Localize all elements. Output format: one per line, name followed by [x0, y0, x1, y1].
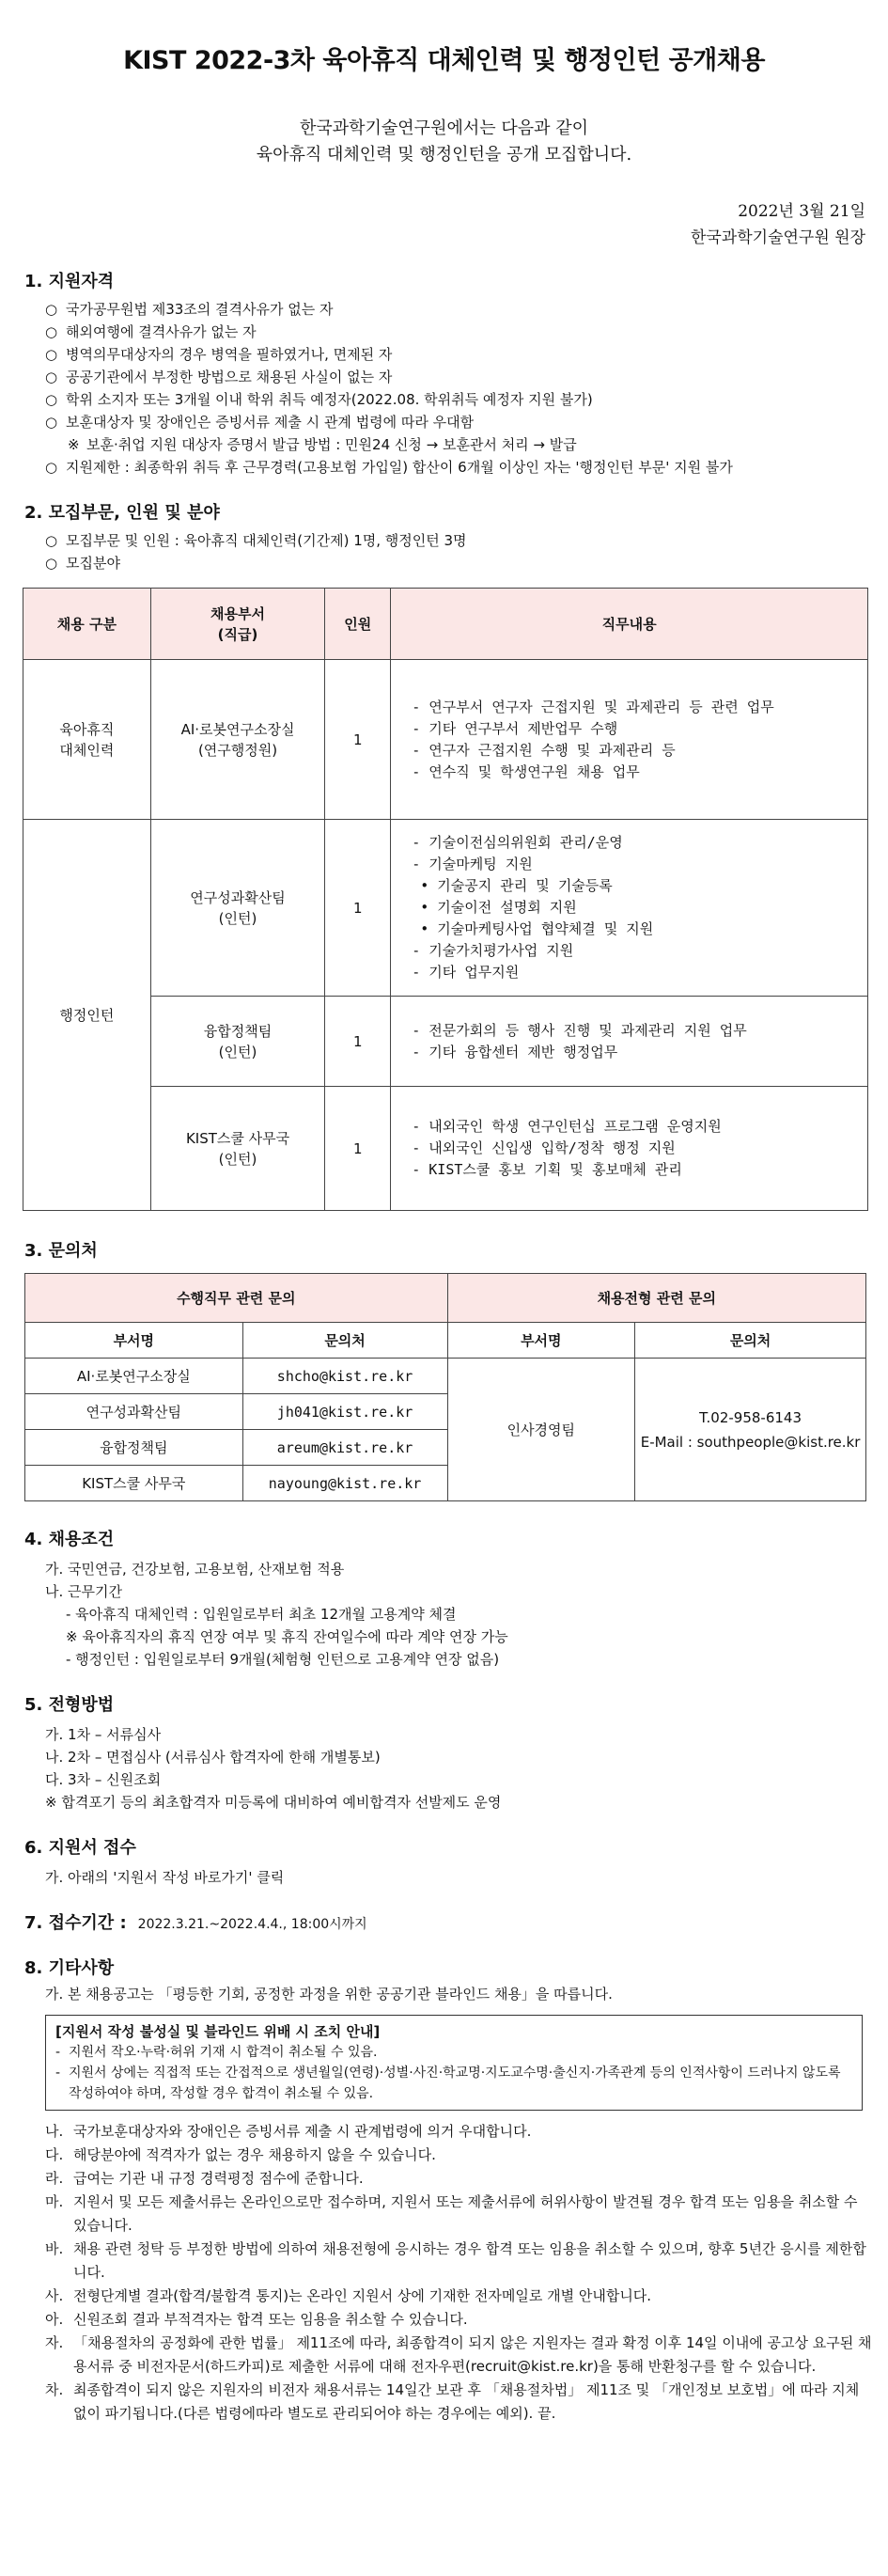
blind-notice-line: - 지원서 작오·누락·허위 기재 시 합격이 취소될 수 있음.: [55, 2045, 378, 2060]
duty-line: - 기술마케팅 지원: [412, 856, 533, 872]
list-item-text: 모집부문 및 인원 : 육아휴직 대체인력(기간제) 1명, 행정인턴 3명: [66, 532, 467, 549]
row-count: 1: [325, 1087, 391, 1211]
duty-line: • 기술이전 설명회 지원: [412, 899, 577, 916]
notice-date: 2022년 3월 21일: [738, 202, 865, 221]
condition-line: - 행정인턴 : 입원일로부터 9개월(체험형 인턴으로 고용계약 연장 없음): [66, 1651, 500, 1668]
list-item-text: 급여는 기관 내 규정 경력평정 점수에 준합니다.: [73, 2170, 364, 2187]
section-8-title: 8. 기타사항: [24, 1958, 115, 1978]
note-mark: ※: [68, 436, 80, 453]
list-item-key: 다.: [45, 2146, 64, 2163]
circle-bullet-icon: ○: [45, 532, 58, 549]
contact-email[interactable]: areum@kist.re.kr: [242, 1430, 447, 1466]
table-row: [23, 997, 868, 1087]
misc-list: [45, 2120, 872, 2426]
condition-line: ※ 육아휴직자의 휴직 연장 여부 및 휴직 잔여일수에 따라 계약 연장 가능: [66, 1628, 508, 1645]
circle-bullet-icon: ○: [45, 301, 58, 318]
duty-line: - 기타 융합센터 제반 행정업무: [412, 1043, 618, 1060]
list-item-key: 나.: [45, 2123, 64, 2140]
list-item: [45, 2332, 872, 2379]
row-count: 1: [325, 660, 391, 820]
blind-notice-title: [지원서 작성 불성실 및 블라인드 위배 시 조치 안내]: [55, 2023, 381, 2040]
list-item: [45, 2167, 872, 2191]
condition-line: 나. 근무기간: [45, 1583, 122, 1600]
selection-step: 나. 2차 – 면접심사 (서류심사 합격자에 한해 개별통보): [45, 1749, 381, 1766]
list-item: [45, 552, 869, 574]
duty-line: - 기술이전심의위원회 관리/운영: [412, 834, 623, 851]
list-item: [45, 433, 869, 456]
selection-list: [45, 1723, 869, 1814]
list-item-text: 국가공무원법 제33조의 결격사유가 없는 자: [66, 301, 334, 318]
header-dept: 채용부서 (직급): [150, 589, 325, 660]
list-item-text: 공공기관에서 부정한 방법으로 채용된 사실이 없는 자: [66, 369, 393, 385]
list-item: [45, 2120, 872, 2144]
row-dept: 연구성과확산팀 (인턴): [150, 820, 325, 997]
selection-note: ※ 합격포기 등의 최초합격자 미등록에 대비하여 예비합격자 선발제도 운영: [45, 1794, 502, 1811]
list-item-text: 해당분야에 적격자가 없는 경우 채용하지 않을 수 있습니다.: [73, 2146, 436, 2163]
duty-line: - 연구자 근접지원 수행 및 과제관리 등: [412, 741, 676, 759]
list-item-key: 자.: [45, 2334, 64, 2351]
list-item-text: 학위 소지자 또는 3개월 이내 학위 취득 예정자(2022.08. 학위취득 예정자 지원 불가): [66, 391, 593, 408]
intro-text: [19, 116, 869, 168]
contact-dept: 연구성과확산팀: [25, 1394, 243, 1430]
list-item-text: 병역의무대상자의 경우 병역을 필하였거나, 면제된 자: [66, 346, 393, 363]
circle-bullet-icon: ○: [45, 323, 58, 340]
apply-list: [45, 1866, 869, 1889]
col-contact: 문의처: [635, 1323, 866, 1359]
hr-dept: 인사경영팀: [447, 1359, 635, 1501]
col-dept: 부서명: [447, 1323, 635, 1359]
header-count: 인원: [325, 589, 391, 660]
qualification-list: [45, 298, 869, 479]
row-duties: [391, 660, 868, 820]
col-dept: 부서명: [25, 1323, 243, 1359]
application-period: 2022.3.21.~2022.4.4., 18:00시까지: [137, 1917, 367, 1932]
list-item: [45, 2379, 872, 2426]
list-item-key: 차.: [45, 2381, 64, 2398]
contact-table: [24, 1273, 866, 1501]
intro-line-1: 한국과학기술연구원에서는 다음과 같이: [299, 118, 589, 138]
condition-line: 가. 국민연금, 건강보험, 고용보험, 산재보험 적용: [45, 1561, 345, 1578]
section-1-title: 1. 지원자격: [24, 272, 115, 291]
table-row: [23, 820, 868, 997]
section-2-title: 2. 모집부문, 인원 및 분야: [24, 503, 220, 523]
list-item: [45, 366, 869, 388]
row-duties: [391, 820, 868, 997]
intro-line-2: 육아휴직 대체인력 및 행정인턴을 공개 모집합니다.: [256, 145, 632, 165]
recruit-table-header: [23, 589, 868, 660]
duty-line: • 기술공지 관리 및 기술등록: [412, 877, 613, 894]
circle-bullet-icon: ○: [45, 414, 58, 431]
contact-email[interactable]: shcho@kist.re.kr: [242, 1359, 447, 1394]
list-item-key: 사.: [45, 2287, 64, 2304]
circle-bullet-icon: ○: [45, 369, 58, 385]
row-duties: [391, 1087, 868, 1211]
list-item-text: 보훈대상자 및 장애인은 증빙서류 제출 시 관계 법령에 따라 우대함: [66, 414, 475, 431]
list-item-key: 라.: [45, 2170, 64, 2187]
recruit-table: [23, 588, 868, 1211]
blind-notice-box: [45, 2015, 863, 2111]
contact-dept: AI·로봇연구소장실: [25, 1359, 243, 1394]
list-item-text: 해외여행에 결격사유가 없는 자: [66, 323, 257, 340]
row-dept: KIST스쿨 사무국 (인턴): [150, 1087, 325, 1211]
condition-line: - 육아휴직 대체인력 : 입원일로부터 최초 12개월 고용계약 체결: [66, 1606, 457, 1623]
section-7: [24, 1909, 869, 1934]
issuer-name: 한국과학기술연구원 원장: [690, 228, 865, 247]
list-item-text: 지원서 및 모든 제출서류는 온라인으로만 접수하며, 지원서 또는 제출서류에 허위사항이 발견될 경우 합격 또는 임용을 취소할 수 있습니다.: [73, 2193, 858, 2234]
circle-bullet-icon: ○: [45, 555, 58, 572]
duty-line: - 내외국인 학생 연구인턴십 프로그램 운영지원: [412, 1118, 722, 1135]
duty-line: - 기타 연구부서 제반업무 수행: [412, 719, 618, 737]
list-item-text: 채용 관련 청탁 등 부정한 방법에 의하여 채용전형에 응시하는 경우 합격 또는 임용을 취소할 수 있으며, 향후 5년간 응시를 제한합니다.: [73, 2240, 866, 2281]
header-duties: 직무내용: [391, 589, 868, 660]
list-item: [45, 2144, 872, 2167]
conditions-list: [45, 1558, 869, 1671]
contact-email[interactable]: nayoung@kist.re.kr: [242, 1466, 447, 1501]
duty-line: - KIST스쿨 홍보 기획 및 홍보매체 관리: [412, 1161, 682, 1178]
list-item-key: 마.: [45, 2193, 64, 2210]
list-item-text: 신원조회 결과 부적격자는 합격 또는 임용을 취소할 수 있습니다.: [73, 2311, 468, 2328]
group-recruit-inquiry: 채용전형 관련 문의: [447, 1274, 866, 1323]
list-item: [45, 321, 869, 343]
contact-email[interactable]: jh041@kist.re.kr: [242, 1394, 447, 1430]
table-row: [25, 1359, 866, 1394]
row-count: 1: [325, 997, 391, 1087]
list-item-text: 지원제한 : 최종학위 취득 후 근무경력(고용보험 가입일) 합산이 6개월 이상인 자는 '행정인턴 부문' 지원 불가: [66, 459, 733, 476]
row-duties: [391, 997, 868, 1087]
list-item-key: 바.: [45, 2240, 64, 2257]
page-title: KIST 2022-3차 육아휴직 대체인력 및 행정인턴 공개채용: [123, 46, 765, 75]
date-signature: [19, 198, 869, 251]
duty-line: - 기술가치평가사업 지원: [412, 942, 574, 959]
list-item: [45, 2285, 872, 2308]
row-category: 육아휴직 대체인력: [23, 660, 151, 820]
duty-line: • 기술마케팅사업 협약체결 및 지원: [412, 920, 654, 937]
list-item: [45, 456, 869, 479]
duty-line: - 연구부서 연구자 근접지원 및 과제관리 등 관련 업무: [412, 698, 774, 715]
apply-link-text[interactable]: 가. 아래의 '지원서 작성 바로가기' 클릭: [45, 1869, 285, 1886]
list-item-text: 최종합격이 되지 않은 지원자의 비전자 채용서류는 14일간 보관 후 「채용절차법」 제11조 및 「개인정보 보호법」에 따라 지체 없이 파기됩니다.(다른 법령에따라 별도로 관리되어야 하는 경우에는 예외). 끝.: [73, 2381, 860, 2422]
list-item-text: 「채용절차의 공정화에 관한 법률」 제11조에 따라, 최종합격이 되지 않은 지원자는 결과 확정 이후 14일 이내에 공고상 요구된 채용서류 중 비전자문서(하드카피)로 제출한 서류에 대해 전자우편(recruit@kist.re.kr)을 통해 반환청구를 할 수 있습니다.: [73, 2334, 872, 2375]
list-item-key: 아.: [45, 2311, 64, 2328]
list-item-text: 전형단계별 결과(합격/불합격 통지)는 온라인 지원서 상에 기재한 전자메일로 개별 안내합니다.: [73, 2287, 652, 2304]
list-item: [45, 2308, 872, 2332]
contact-dept: KIST스쿨 사무국: [25, 1466, 243, 1501]
list-item-text: 국가보훈대상자와 장애인은 증빙서류 제출 시 관계법령에 의거 우대합니다.: [73, 2123, 532, 2140]
group-duty-inquiry: 수행직무 관련 문의: [25, 1274, 448, 1323]
duty-line: - 기타 업무지원: [412, 964, 520, 981]
circle-bullet-icon: ○: [45, 391, 58, 408]
duty-line: - 내외국인 신입생 입학/정착 행정 지원: [412, 1139, 676, 1156]
hr-tel: T.02-958-6143: [699, 1408, 802, 1426]
list-item: [45, 388, 869, 411]
list-item: [45, 529, 869, 552]
row-category: 행정인턴: [23, 820, 151, 1211]
list-item: [45, 298, 869, 321]
table-row: [23, 1087, 868, 1211]
list-item-text: 모집분야: [66, 555, 120, 572]
list-item: [45, 411, 869, 433]
table-row: [23, 660, 868, 820]
section-3-title: 3. 문의처: [24, 1241, 98, 1261]
col-contact: 문의처: [242, 1323, 447, 1359]
list-item: [45, 2238, 872, 2285]
contact-dept: 융합정책팀: [25, 1430, 243, 1466]
duty-line: - 연수직 및 학생연구원 채용 업무: [412, 762, 640, 780]
row-count: 1: [325, 820, 391, 997]
blind-policy: 가. 본 채용공고는 「평등한 기회, 공정한 과정을 위한 공공기관 블라인드 채용」을 따릅니다.: [45, 1986, 613, 2003]
list-item: [45, 2191, 872, 2238]
hr-contact: [635, 1359, 866, 1501]
list-item: [45, 343, 869, 366]
section-4-title: 4. 채용조건: [24, 1530, 115, 1549]
selection-step: 다. 3차 – 신원조회: [45, 1771, 162, 1788]
section-6-title: 6. 지원서 접수: [24, 1838, 136, 1858]
blind-notice-line: - 지원서 상에는 직접적 또는 간접적으로 생년월일(연령)·성별·사진·학교명·지도교수명·출신지·가족관계 등의 인적사항이 드러나지 않도록 작성하여야 하며, 작성할 경우 합격이 취소될 수 있음.: [55, 2066, 841, 2101]
section-7-title: 7. 접수기간 :: [24, 1913, 127, 1933]
section-5-title: 5. 전형방법: [24, 1695, 115, 1715]
header-category: 채용 구분: [23, 589, 151, 660]
hr-email[interactable]: E-Mail : southpeople@kist.re.kr: [640, 1433, 861, 1451]
duty-line: - 전문가회의 등 행사 진행 및 과제관리 지원 업무: [412, 1021, 747, 1039]
selection-step: 가. 1차 – 서류심사: [45, 1726, 162, 1743]
recruit-field-list: [45, 529, 869, 574]
row-dept: AI·로봇연구소장실 (연구행정원): [150, 660, 325, 820]
circle-bullet-icon: ○: [45, 459, 58, 476]
row-dept: 융합정책팀 (인턴): [150, 997, 325, 1087]
list-item-text: 보훈·취업 지원 대상자 증명서 발급 방법 : 민원24 신청 → 보훈관서 처리 → 발급: [86, 436, 577, 453]
circle-bullet-icon: ○: [45, 346, 58, 363]
